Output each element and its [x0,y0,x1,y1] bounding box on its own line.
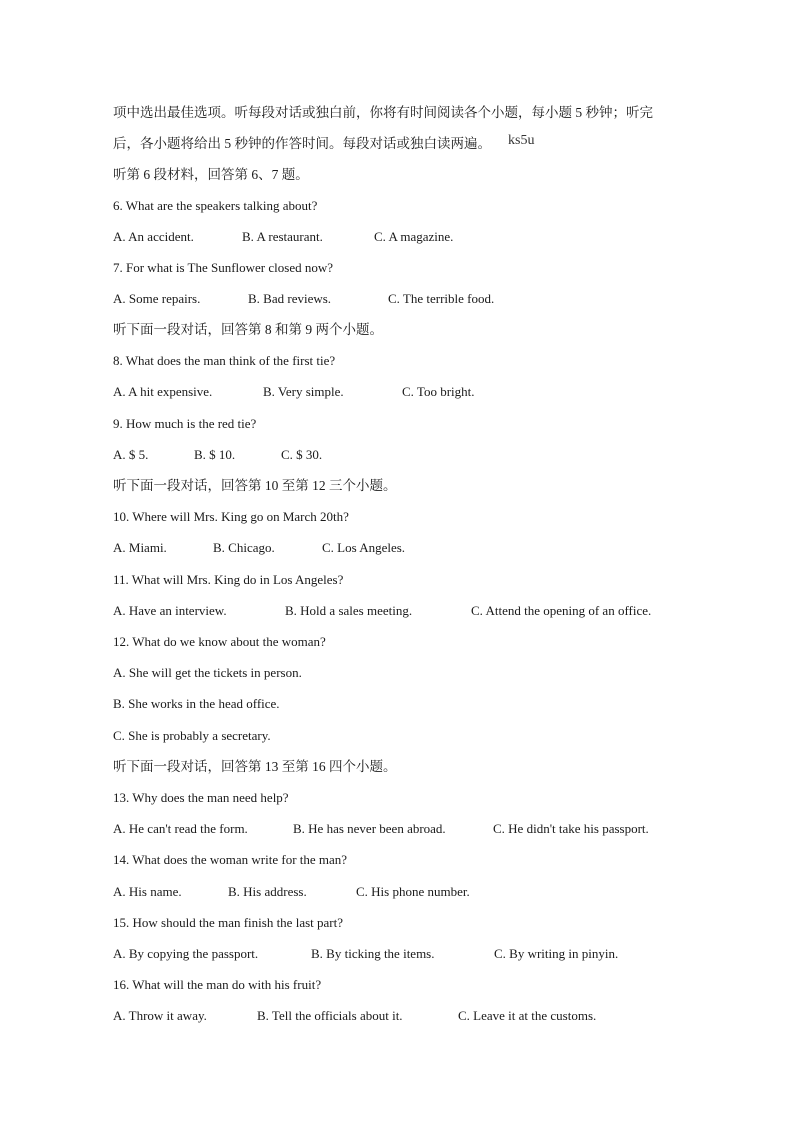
option-a: A. Throw it away. [113,1008,207,1023]
question-stem-9: 9. How much is the red tie? [113,416,257,431]
question-stem-12: 12. What do we know about the woman? [113,634,326,649]
option-c: C. Too bright. [402,384,475,399]
option-b: B. Bad reviews. [248,291,332,306]
option-b: B. Very simple. [263,384,344,399]
option-c: C. Leave it at the customs. [458,1008,597,1023]
question-stem-14: 14. What does the woman write for the man? [113,852,348,867]
question-stem-6: 6. What are the speakers talking about? [113,198,318,213]
option-a: A. He can't read the form. [113,821,248,836]
option-b: B. A restaurant. [242,229,323,244]
option-c: C. By writing in pinyin. [494,946,619,961]
intro-line-1: 项中选出最佳选项。听每段对话或独白前，你将有时间阅读各个小题，每小题 5 秒钟；听完 [113,105,653,120]
option-b: B. His address. [228,884,307,899]
question-stem-8: 8. What does the man think of the first tie? [113,353,336,368]
option-b-12: B. She works in the head office. [113,696,280,711]
option-c-12: C. She is probably a secretary. [113,728,271,743]
option-b: B. By ticking the items. [311,946,435,961]
option-a: A. A hit expensive. [113,384,213,399]
option-a: A. An accident. [113,229,194,244]
option-b: B. Tell the officials about it. [257,1008,403,1023]
option-a: A. $ 5. [113,447,149,462]
option-a: A. By copying the passport. [113,946,259,961]
option-b: B. Chicago. [213,540,275,555]
option-b: B. He has never been abroad. [293,821,446,836]
option-b: B. $ 10. [194,447,236,462]
option-c: C. Los Angeles. [322,540,406,555]
section-heading-6: 听第 6 段材料，回答第 6、7 题。 [113,167,309,182]
question-stem-13: 13. Why does the man need help? [113,790,289,805]
question-stem-10: 10. Where will Mrs. King go on March 20th? [113,509,349,524]
option-c: C. Attend the opening of an office. [471,603,652,618]
section-heading-13: 听下面一段对话，回答第 13 至第 16 四个小题。 [113,759,397,774]
option-c: C. The terrible food. [388,291,495,306]
option-a: A. Some repairs. [113,291,201,306]
section-heading-8: 听下面一段对话，回答第 8 和第 9 两个小题。 [113,322,383,337]
watermark: ks5u [508,133,535,148]
intro-line-2: 后，各小题将给出 5 秒钟的作答时间。每段对话或独白读两遍。 [113,136,491,151]
option-a: A. Have an interview. [113,603,227,618]
question-stem-11: 11. What will Mrs. King do in Los Angeles? [113,572,344,587]
option-c: C. $ 30. [281,447,323,462]
section-heading-10: 听下面一段对话，回答第 10 至第 12 三个小题。 [113,478,397,493]
option-c: C. A magazine. [374,229,454,244]
option-c: C. His phone number. [356,884,470,899]
option-a-12: A. She will get the tickets in person. [113,665,302,680]
option-c: C. He didn't take his passport. [493,821,649,836]
option-a: A. Miami. [113,540,167,555]
question-stem-15: 15. How should the man finish the last part? [113,915,343,930]
question-stem-16: 16. What will the man do with his fruit? [113,977,322,992]
question-stem-7: 7. For what is The Sunflower closed now? [113,260,334,275]
option-b: B. Hold a sales meeting. [285,603,413,618]
option-a: A. His name. [113,884,182,899]
